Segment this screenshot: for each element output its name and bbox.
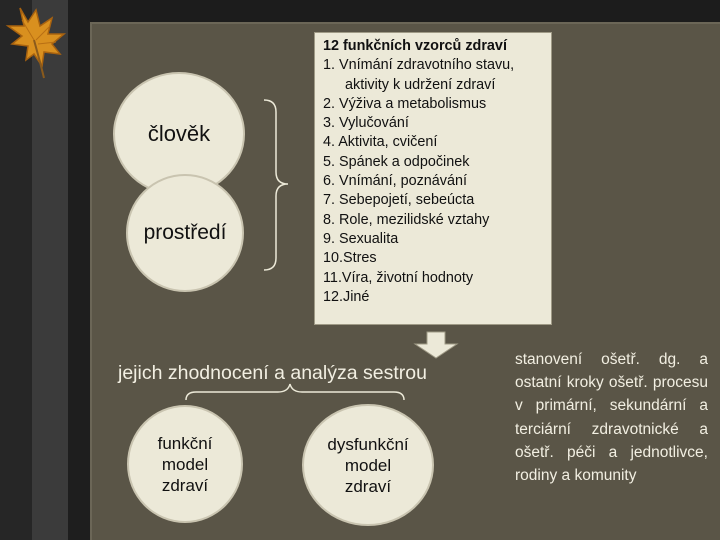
pattern-item: aktivity k udržení zdraví xyxy=(345,76,496,93)
node-functional-model xyxy=(127,405,243,523)
pattern-item: 3. Vylučování xyxy=(323,115,409,132)
node-clovek-label: člověk xyxy=(147,121,211,146)
node-functional-line: funkční xyxy=(157,433,213,453)
node-functional-line: zdraví xyxy=(161,475,209,495)
down-arrow-icon xyxy=(415,332,457,358)
right-brace xyxy=(264,100,288,270)
node-dysfunctional-line: dysfunkční xyxy=(327,434,409,454)
node-prostredi-label: prostředí xyxy=(143,221,227,244)
pattern-item: 4. Aktivita, cvičení xyxy=(323,134,438,151)
node-dysfunctional-line: model xyxy=(344,455,392,475)
node-dysfunctional-model xyxy=(302,404,434,526)
patterns-title: 12 funkčních vzorců zdraví xyxy=(323,38,507,54)
pattern-item: 2. Výživa a metabolismus xyxy=(323,95,487,112)
pattern-item: 1. Vnímání zdravotního stavu, xyxy=(323,57,515,74)
bottom-brace xyxy=(186,384,404,400)
functional-patterns-box xyxy=(314,32,552,325)
pattern-item: 8. Role, mezilidské vztahy xyxy=(323,211,490,228)
node-functional-line: model xyxy=(161,454,209,474)
node-dysfunctional-line: zdraví xyxy=(344,476,392,496)
pattern-item: 6. Vnímání, poznávání xyxy=(323,173,467,190)
pattern-item: 9. Sexualita xyxy=(323,230,399,247)
pattern-item: 5. Spánek a odpočinek xyxy=(323,153,470,170)
nursing-process-text: stanovení ošetř. dg. a ostatní kroky ošetř. procesu v primární, sekundární a terciární zdravotnické a ošetř. péči a jednotlivce, rodiny a komunity xyxy=(515,351,708,485)
pattern-item: 10.Stres xyxy=(323,250,377,267)
pattern-item: 12.Jiné xyxy=(323,288,370,305)
pattern-item: 11.Víra, životní hodnoty xyxy=(323,269,474,286)
pattern-item: 7. Sebepojetí, sebeúcta xyxy=(323,192,475,209)
analysis-label: jejich zhodnocení a analýza sestrou xyxy=(118,362,427,384)
